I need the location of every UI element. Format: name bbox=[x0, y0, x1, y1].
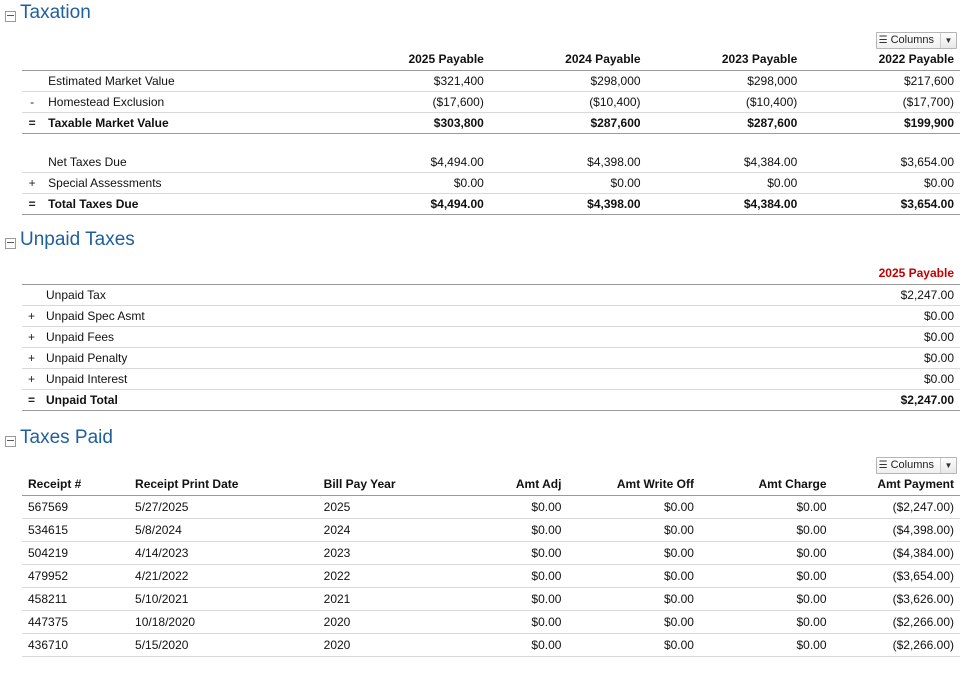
row-value-2023: $0.00 bbox=[647, 173, 804, 194]
row-label: Unpaid Penalty bbox=[40, 348, 820, 369]
row-operator bbox=[22, 71, 42, 92]
unpaid-taxes-section-title: Unpaid Taxes bbox=[20, 229, 135, 250]
row-value-2023: $287,600 bbox=[647, 113, 804, 134]
row-value-2022: $199,900 bbox=[803, 113, 960, 134]
row-operator bbox=[22, 285, 40, 306]
row-value-2025: $4,494.00 bbox=[333, 194, 490, 215]
cell-amt-write-off: $0.00 bbox=[567, 496, 700, 519]
row-value-2024: $4,398.00 bbox=[490, 152, 647, 173]
unpaid-header-row bbox=[22, 263, 960, 285]
row-value-2025: ($17,600) bbox=[333, 92, 490, 113]
row-value-2024: ($10,400) bbox=[490, 92, 647, 113]
row-value-2022: ($17,700) bbox=[803, 92, 960, 113]
paid-header-bill-pay-year[interactable]: Bill Pay Year bbox=[318, 474, 445, 496]
chevron-down-icon[interactable]: ▼ bbox=[940, 33, 956, 48]
taxation-header-2024: 2024 Payable bbox=[490, 49, 647, 71]
cell-amt-adj: $0.00 bbox=[445, 542, 567, 565]
cell-bill-pay-year: 2025 bbox=[318, 496, 445, 519]
row-label: Total Taxes Due bbox=[42, 194, 333, 215]
cell-receipt: 447375 bbox=[22, 611, 129, 634]
table-row bbox=[22, 634, 960, 657]
table-row bbox=[22, 611, 960, 634]
cell-bill-pay-year: 2020 bbox=[318, 611, 445, 634]
cell-amt-adj: $0.00 bbox=[445, 519, 567, 542]
taxation-header-label bbox=[42, 49, 333, 71]
taxation-section-title: Taxation bbox=[20, 2, 91, 23]
table-row bbox=[22, 542, 960, 565]
row-operator: + bbox=[22, 369, 40, 390]
table-row bbox=[22, 348, 960, 369]
table-row bbox=[22, 519, 960, 542]
table-row bbox=[22, 71, 960, 92]
table-row bbox=[22, 285, 960, 306]
table-row bbox=[22, 565, 960, 588]
paid-header-amt-payment[interactable]: Amt Payment bbox=[833, 474, 961, 496]
row-label: Unpaid Spec Asmt bbox=[40, 306, 820, 327]
cell-amt-payment: ($4,398.00) bbox=[833, 519, 961, 542]
table-row bbox=[22, 194, 960, 215]
row-operator: + bbox=[22, 306, 40, 327]
cell-receipt: 504219 bbox=[22, 542, 129, 565]
table-row bbox=[22, 92, 960, 113]
row-operator: = bbox=[22, 390, 40, 411]
cell-print-date: 4/14/2023 bbox=[129, 542, 318, 565]
row-operator: + bbox=[22, 327, 40, 348]
cell-amt-charge: $0.00 bbox=[700, 496, 833, 519]
cell-receipt: 458211 bbox=[22, 588, 129, 611]
chevron-down-icon[interactable]: ▼ bbox=[940, 458, 956, 473]
cell-amt-adj: $0.00 bbox=[445, 565, 567, 588]
cell-amt-adj: $0.00 bbox=[445, 634, 567, 657]
cell-amt-charge: $0.00 bbox=[700, 588, 833, 611]
table-row bbox=[22, 390, 960, 411]
cell-amt-charge: $0.00 bbox=[700, 542, 833, 565]
taxation-header-2022: 2022 Payable bbox=[803, 49, 960, 71]
cell-amt-payment: ($3,654.00) bbox=[833, 565, 961, 588]
taxes-paid-header-row bbox=[22, 474, 960, 496]
table-row bbox=[22, 173, 960, 194]
row-label: Unpaid Interest bbox=[40, 369, 820, 390]
taxation-header-op bbox=[22, 49, 42, 71]
table-row bbox=[22, 306, 960, 327]
taxation-section-body bbox=[0, 32, 965, 215]
cell-receipt: 567569 bbox=[22, 496, 129, 519]
cell-amt-write-off: $0.00 bbox=[567, 611, 700, 634]
row-value-2025: $0.00 bbox=[333, 173, 490, 194]
taxes-paid-section-title: Taxes Paid bbox=[20, 427, 113, 448]
row-value-2022: $217,600 bbox=[803, 71, 960, 92]
row-label: Net Taxes Due bbox=[42, 152, 333, 173]
table-spacer-row bbox=[22, 134, 960, 153]
row-value-2023: $4,384.00 bbox=[647, 152, 804, 173]
cell-bill-pay-year: 2024 bbox=[318, 519, 445, 542]
row-label: Taxable Market Value bbox=[42, 113, 333, 134]
row-value-2025: $303,800 bbox=[333, 113, 490, 134]
row-value-2024: $298,000 bbox=[490, 71, 647, 92]
row-value: $2,247.00 bbox=[820, 390, 960, 411]
unpaid-taxes-section-body bbox=[0, 263, 965, 411]
paid-header-amt-charge[interactable]: Amt Charge bbox=[700, 474, 833, 496]
cell-amt-adj: $0.00 bbox=[445, 496, 567, 519]
taxation-columns-bar bbox=[22, 32, 960, 49]
row-value-2023: $298,000 bbox=[647, 71, 804, 92]
row-value-2022: $3,654.00 bbox=[803, 152, 960, 173]
row-value: $0.00 bbox=[820, 369, 960, 390]
row-value-2022: $0.00 bbox=[803, 173, 960, 194]
columns-icon: ☰ bbox=[878, 35, 888, 46]
row-label: Special Assessments bbox=[42, 173, 333, 194]
table-row bbox=[22, 496, 960, 519]
row-operator bbox=[22, 152, 42, 173]
taxation-columns-button[interactable] bbox=[876, 32, 957, 49]
row-operator: + bbox=[22, 173, 42, 194]
row-value-2024: $0.00 bbox=[490, 173, 647, 194]
cell-amt-write-off: $0.00 bbox=[567, 542, 700, 565]
cell-receipt: 436710 bbox=[22, 634, 129, 657]
row-operator: = bbox=[22, 194, 42, 215]
table-row bbox=[22, 369, 960, 390]
row-value-2024: $287,600 bbox=[490, 113, 647, 134]
row-label: Homestead Exclusion bbox=[42, 92, 333, 113]
row-value-2025: $4,494.00 bbox=[333, 152, 490, 173]
collapse-toggle-icon[interactable] bbox=[5, 11, 16, 22]
cell-amt-adj: $0.00 bbox=[445, 588, 567, 611]
cell-amt-payment: ($4,384.00) bbox=[833, 542, 961, 565]
taxation-header-2023: 2023 Payable bbox=[647, 49, 804, 71]
row-value-2022: $3,654.00 bbox=[803, 194, 960, 215]
row-label: Estimated Market Value bbox=[42, 71, 333, 92]
cell-receipt: 479952 bbox=[22, 565, 129, 588]
taxation-section-header bbox=[0, 0, 965, 26]
row-value: $0.00 bbox=[820, 327, 960, 348]
cell-bill-pay-year: 2022 bbox=[318, 565, 445, 588]
table-row bbox=[22, 152, 960, 173]
row-value: $0.00 bbox=[820, 306, 960, 327]
taxes-paid-section-header bbox=[0, 425, 965, 451]
paid-header-amt-write-off[interactable]: Amt Write Off bbox=[567, 474, 700, 496]
cell-amt-payment: ($3,626.00) bbox=[833, 588, 961, 611]
cell-amt-payment: ($2,266.00) bbox=[833, 634, 961, 657]
cell-amt-charge: $0.00 bbox=[700, 565, 833, 588]
cell-amt-write-off: $0.00 bbox=[567, 588, 700, 611]
table-row bbox=[22, 588, 960, 611]
cell-amt-payment: ($2,247.00) bbox=[833, 496, 961, 519]
cell-amt-charge: $0.00 bbox=[700, 519, 833, 542]
unpaid-header-2025: 2025 Payable bbox=[820, 263, 960, 285]
taxes-paid-table bbox=[22, 474, 960, 657]
taxation-header-row bbox=[22, 49, 960, 71]
paid-header-receipt[interactable]: Receipt # bbox=[22, 474, 129, 496]
row-value: $0.00 bbox=[820, 348, 960, 369]
cell-amt-adj: $0.00 bbox=[445, 611, 567, 634]
row-operator: = bbox=[22, 113, 42, 134]
taxes-paid-columns-label: Columns bbox=[890, 459, 934, 471]
taxes-paid-columns-button[interactable] bbox=[876, 457, 957, 474]
columns-icon: ☰ bbox=[878, 460, 888, 471]
collapse-toggle-icon[interactable] bbox=[5, 436, 16, 447]
table-row bbox=[22, 113, 960, 134]
taxes-paid-section-body bbox=[0, 457, 965, 657]
row-value-2023: $4,384.00 bbox=[647, 194, 804, 215]
cell-bill-pay-year: 2020 bbox=[318, 634, 445, 657]
taxes-paid-columns-bar bbox=[22, 457, 960, 474]
unpaid-taxes-table bbox=[22, 263, 960, 411]
taxation-table bbox=[22, 49, 960, 215]
unpaid-taxes-section-header bbox=[0, 227, 965, 253]
cell-print-date: 5/10/2021 bbox=[129, 588, 318, 611]
cell-print-date: 10/18/2020 bbox=[129, 611, 318, 634]
row-label: Unpaid Fees bbox=[40, 327, 820, 348]
row-value: $2,247.00 bbox=[820, 285, 960, 306]
paid-header-print-date[interactable]: Receipt Print Date bbox=[129, 474, 318, 496]
row-operator: + bbox=[22, 348, 40, 369]
row-value-2024: $4,398.00 bbox=[490, 194, 647, 215]
row-operator: - bbox=[22, 92, 42, 113]
cell-amt-charge: $0.00 bbox=[700, 634, 833, 657]
cell-print-date: 5/8/2024 bbox=[129, 519, 318, 542]
cell-bill-pay-year: 2023 bbox=[318, 542, 445, 565]
cell-bill-pay-year: 2021 bbox=[318, 588, 445, 611]
taxation-header-2025: 2025 Payable bbox=[333, 49, 490, 71]
row-value-2025: $321,400 bbox=[333, 71, 490, 92]
cell-amt-write-off: $0.00 bbox=[567, 565, 700, 588]
collapse-toggle-icon[interactable] bbox=[5, 238, 16, 249]
row-label: Unpaid Tax bbox=[40, 285, 820, 306]
cell-amt-charge: $0.00 bbox=[700, 611, 833, 634]
row-value-2023: ($10,400) bbox=[647, 92, 804, 113]
cell-amt-payment: ($2,266.00) bbox=[833, 611, 961, 634]
taxation-columns-label: Columns bbox=[890, 34, 934, 46]
row-label: Unpaid Total bbox=[40, 390, 820, 411]
cell-amt-write-off: $0.00 bbox=[567, 519, 700, 542]
cell-print-date: 5/15/2020 bbox=[129, 634, 318, 657]
cell-receipt: 534615 bbox=[22, 519, 129, 542]
table-row bbox=[22, 327, 960, 348]
cell-amt-write-off: $0.00 bbox=[567, 634, 700, 657]
cell-print-date: 5/27/2025 bbox=[129, 496, 318, 519]
cell-print-date: 4/21/2022 bbox=[129, 565, 318, 588]
paid-header-amt-adj[interactable]: Amt Adj bbox=[445, 474, 567, 496]
